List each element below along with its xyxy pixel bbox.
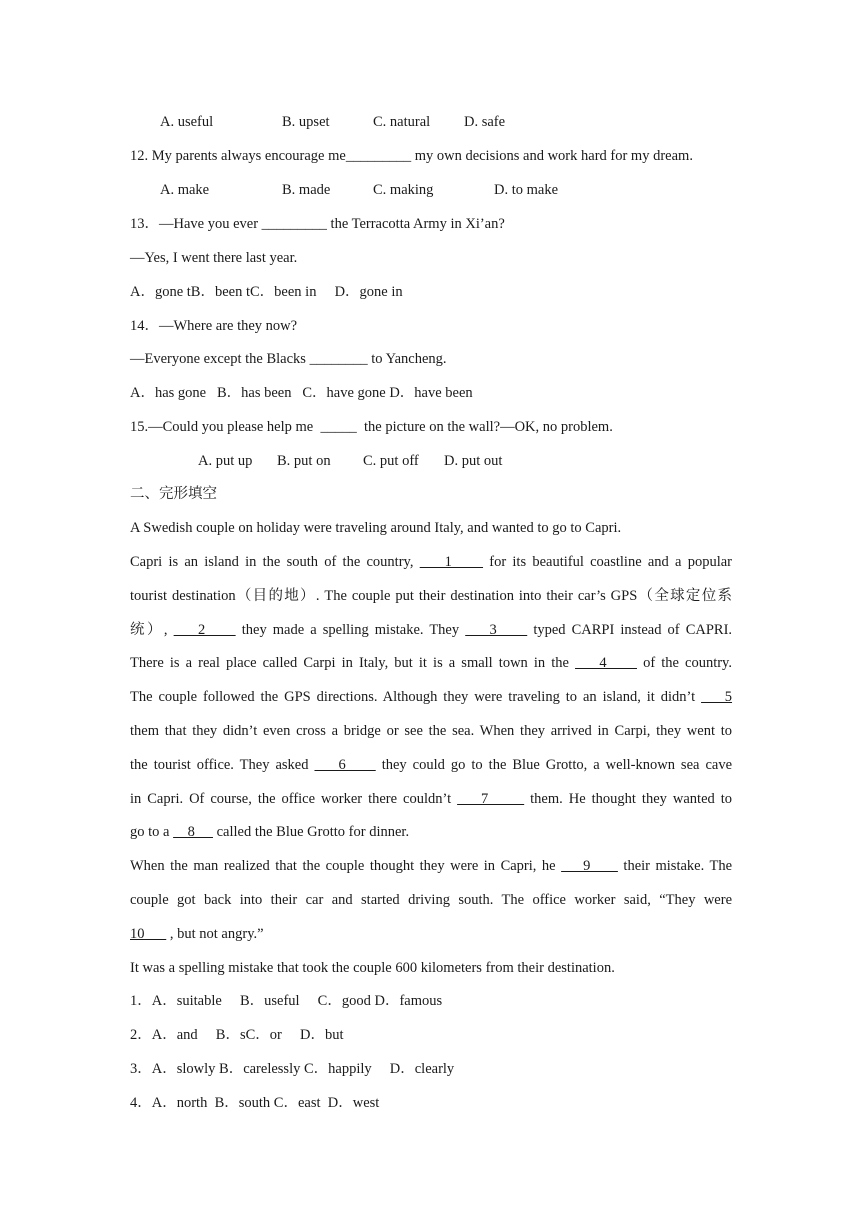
passage-line-8: the tourist office. They asked 6 they could go to the Blue Grotto, a well-known sea cave <box>130 757 733 773</box>
option-c: C. making <box>373 182 434 198</box>
question-13-stem: 13．—Have you ever _________ the Terracotta Army in Xi’an? <box>130 216 505 232</box>
passage-line-11: When the man realized that the couple thought they were in Capri, he 9 their mistake. The <box>130 858 733 874</box>
question-15-stem: 15.—Could you please help me _____ the picture on the wall?—OK, no problem. <box>130 419 613 435</box>
passage-line-6: The couple followed the GPS directions. Although they were traveling to an island, it didn’t 5 <box>130 689 733 705</box>
question-14-stem: 14．—Where are they now? <box>130 318 298 334</box>
option-d: D. safe <box>464 114 506 130</box>
question-14-options: A．has gone B．has been C．have gone D．have been <box>130 385 473 401</box>
option-c: C. natural <box>373 114 431 130</box>
option-d: D. to make <box>494 182 559 198</box>
passage-line-3: tourist destination（目的地）. The couple put their destination into their car’s GPS（全球定位系 <box>130 588 732 604</box>
option-b: B. made <box>282 182 331 198</box>
passage-line-4: 统）, 2 they made a spelling mistake. They 3 typed CARPI instead of CAPRI. <box>130 622 733 638</box>
question-12-stem: 12. My parents always encourage me_________ my own decisions and work hard for my dream. <box>130 148 693 164</box>
cloze-option-line-1: 1．A．suitable B．useful C．good D．famous <box>130 993 443 1009</box>
blank-5: 5 <box>701 689 733 705</box>
blank-1: 1 <box>419 554 484 570</box>
blank-7: 7 <box>457 791 525 807</box>
option-b: B. put on <box>277 453 331 469</box>
option-b: B. upset <box>282 114 330 130</box>
option-a: A. useful <box>160 114 214 130</box>
option-d: D. put out <box>444 453 503 469</box>
section-title: 二、完形填空 <box>130 486 217 502</box>
question-14-reply: —Everyone except the Blacks ________ to Yancheng. <box>130 351 447 367</box>
passage-line-5: There is a real place called Carpi in Italy, but it is a small town in the 4 of the country. <box>130 655 732 671</box>
passage-line-13: 10 , but not angry.” <box>130 926 264 942</box>
cloze-option-line-4: 4．A．north B．south C．east D．west <box>130 1095 380 1111</box>
cloze-option-line-3: 3．A．slowly B．carelessly C．happily D．clearly <box>130 1061 455 1077</box>
passage-line-7: them that they didn’t even cross a bridge or see the sea. When they arrived in Carpi, they went to <box>130 723 732 739</box>
passage-line-12: couple got back into their car and started driving south. The office worker said, “They were <box>130 892 732 908</box>
passage-line-2: Capri is an island in the south of the country, 1 for its beautiful coastline and a popular <box>130 554 732 570</box>
question-13-reply: —Yes, I went there last year. <box>130 250 298 266</box>
passage-line-10: go to a 8 called the Blue Grotto for dinner. <box>130 824 410 840</box>
blank-9: 9 <box>561 858 618 874</box>
cloze-option-line-2: 2．A．and B．sC．or D．but <box>130 1027 344 1043</box>
option-a: A. make <box>160 182 210 198</box>
blank-3: 3 <box>465 622 528 638</box>
blank-6: 6 <box>314 757 376 773</box>
passage-line-14: It was a spelling mistake that took the couple 600 kilometers from their destination. <box>130 960 615 976</box>
blank-8: 8 <box>173 824 213 840</box>
question-13-options: A．gone tB．been tC．been in D．gone in <box>130 284 403 300</box>
blank-10: 10 <box>130 926 167 942</box>
option-c: C. put off <box>363 453 419 469</box>
passage-line-1: A Swedish couple on holiday were traveling around Italy, and wanted to go to Capri. <box>130 520 622 536</box>
passage-line-9: in Capri. Of course, the office worker there couldn’t 7 them. He thought they wanted to <box>130 791 733 807</box>
option-a: A. put up <box>198 453 253 469</box>
blank-2: 2 <box>173 622 236 638</box>
blank-4: 4 <box>575 655 637 671</box>
